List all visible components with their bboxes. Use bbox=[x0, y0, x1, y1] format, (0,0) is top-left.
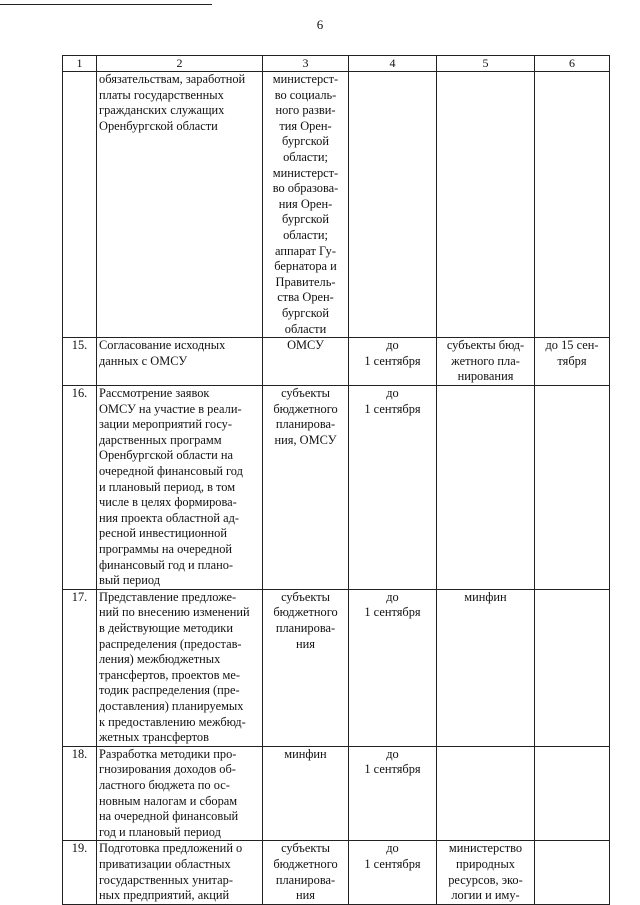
row-number: 17. bbox=[63, 589, 97, 746]
deadline-cell bbox=[349, 72, 437, 338]
extra-deadline-cell bbox=[535, 589, 610, 746]
row-number: 18. bbox=[63, 746, 97, 841]
recipient-cell bbox=[437, 386, 535, 590]
row-number: 19. bbox=[63, 841, 97, 904]
extra-deadline-cell bbox=[535, 746, 610, 841]
deadline-cell: до 1 сентября bbox=[349, 841, 437, 904]
table-row bbox=[63, 841, 610, 904]
task-cell: Рассмотрение заявок ОМСУ на участие в реали- зации мероприятий госу- дарственных программ Оренбургской области на очередной финансовый год и плановый период, в том числе в целях формирова- ния проекта областной ад- ресной инвестиционной программы на очередной финансовый год и плано- вый период bbox=[97, 386, 263, 590]
column-header: 2 bbox=[97, 56, 263, 72]
deadline-cell: до 1 сентября bbox=[349, 386, 437, 590]
column-header: 4 bbox=[349, 56, 437, 72]
extra-deadline-cell bbox=[535, 72, 610, 338]
extra-deadline-cell bbox=[535, 386, 610, 590]
row-number bbox=[63, 72, 97, 338]
task-cell: Подготовка предложений о приватизации областных государственных унитар- ных предприятий, акций bbox=[97, 841, 263, 904]
executor-cell: субъекты бюджетного планирова- ния bbox=[263, 589, 349, 746]
extra-deadline-cell: до 15 сен- тября bbox=[535, 338, 610, 386]
extra-deadline-cell bbox=[535, 841, 610, 904]
executor-cell: ОМСУ bbox=[263, 338, 349, 386]
column-number-row bbox=[63, 56, 610, 72]
column-header: 5 bbox=[437, 56, 535, 72]
plan-table bbox=[62, 55, 610, 905]
column-header: 6 bbox=[535, 56, 610, 72]
page-number: 6 bbox=[316, 17, 324, 32]
table-row bbox=[63, 386, 610, 590]
table-row bbox=[63, 338, 610, 386]
executor-cell: субъекты бюджетного планирова- ния, ОМСУ bbox=[263, 386, 349, 590]
table-row bbox=[63, 746, 610, 841]
task-cell: Согласование исходных данных с ОМСУ bbox=[97, 338, 263, 386]
recipient-cell bbox=[437, 746, 535, 841]
top-rule bbox=[0, 4, 212, 5]
table-row bbox=[63, 72, 610, 338]
task-cell: обязательствам, заработной платы государственных гражданских служащих Оренбургской области bbox=[97, 72, 263, 338]
column-header: 1 bbox=[63, 56, 97, 72]
recipient-cell: минфин bbox=[437, 589, 535, 746]
row-number: 15. bbox=[63, 338, 97, 386]
task-cell: Представление предложе- ний по внесению изменений в действующие методики распределения (предостав- ления) межбюджетных трансфертов, проектов ме- тодик распределения (пре- доставления) планируемых к предоставлению межбюд- жетных трансфертов bbox=[97, 589, 263, 746]
task-cell: Разработка методики про- гнозирования доходов об- ластного бюджета по ос- новным налогам и сборам на очередной финансовый год и плановый период bbox=[97, 746, 263, 841]
executor-cell: минфин bbox=[263, 746, 349, 841]
deadline-cell: до 1 сентября bbox=[349, 589, 437, 746]
row-number: 16. bbox=[63, 386, 97, 590]
executor-cell: министерст- во социаль- ного разви- тия Орен- бургской области; министерст- во образова- ния Орен- бургской области; аппарат Гу- бернатора и Правитель- ства Орен- бургской области bbox=[263, 72, 349, 338]
deadline-cell: до 1 сентября bbox=[349, 746, 437, 841]
deadline-cell: до 1 сентября bbox=[349, 338, 437, 386]
table-row bbox=[63, 589, 610, 746]
recipient-cell: министерство природных ресурсов, эко- логии и иму- bbox=[437, 841, 535, 904]
column-header: 3 bbox=[263, 56, 349, 72]
recipient-cell: субъекты бюд- жетного пла- нирования bbox=[437, 338, 535, 386]
executor-cell: субъекты бюджетного планирова- ния bbox=[263, 841, 349, 904]
recipient-cell bbox=[437, 72, 535, 338]
